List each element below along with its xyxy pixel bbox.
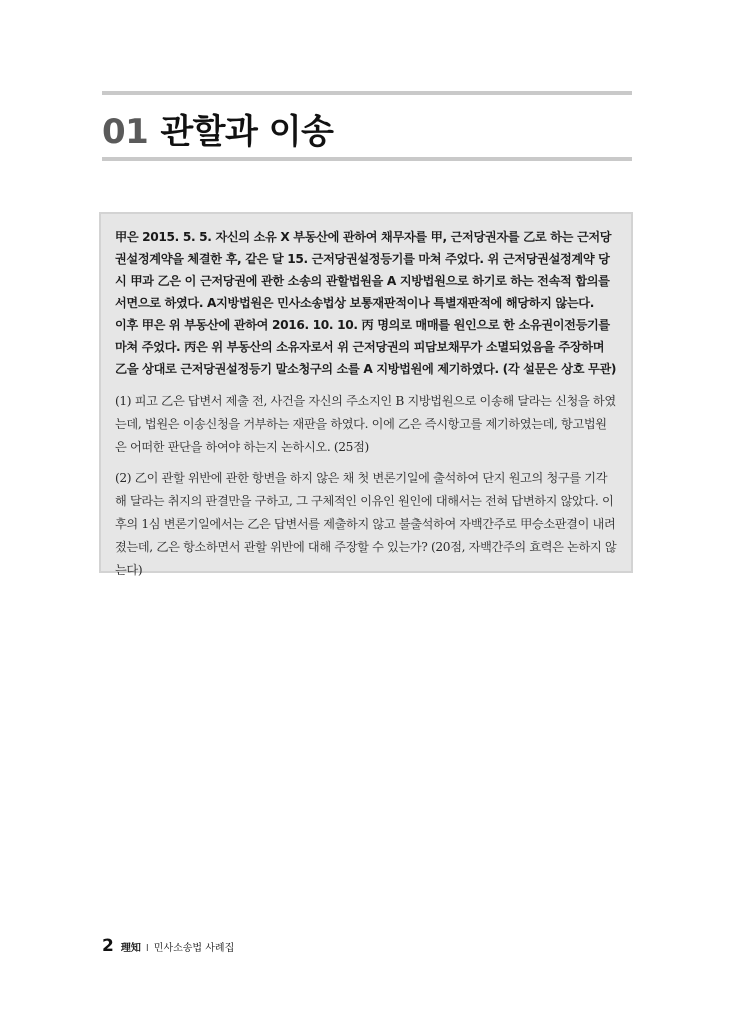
case-facts: [115, 226, 618, 380]
top-rule: [102, 91, 632, 95]
page-footer: [102, 936, 234, 956]
publisher-brand: 理知: [120, 943, 141, 954]
chapter-number: 01: [102, 112, 149, 152]
fact-paragraph: 이후 甲은 위 부동산에 관하여 2016. 10. 10. 丙 명의로 매매를 원인으로 한 소유권이전등기를 마쳐 주었다. 丙은 위 부동산의 소유자로서 위 근저당권의 피담보채무가 소멸되었음을 주장하며 乙을 상대로 근저당권설정등기 말소청구의 소를 A 지방법원에 제기하였다. (각 설문은 상호 무관): [115, 318, 617, 376]
question-1: (1) 피고 乙은 답변서 제출 전, 사건을 자신의 주소지인 B 지방법원으로 이송해 달라는 신청을 하였는데, 법원은 이송신청을 거부하는 재판을 하였다. 이에 乙은 즉시항고를 제기하였는데, 항고법원은 어떠한 판단을 하여야 하는지 논하시오. (25점): [115, 394, 616, 454]
case-box: [99, 212, 633, 577]
bottom-rule: [102, 157, 632, 161]
footer-separator: I: [145, 943, 149, 954]
chapter-title: 관할과 이송: [160, 112, 334, 152]
book-title: 민사소송법 사례집: [153, 943, 235, 954]
chapter-heading: [102, 104, 333, 152]
fact-paragraph: 甲은 2015. 5. 5. 자신의 소유 X 부동산에 관하여 채무자를 甲, 근저당권자를 乙로 하는 근저당권설정계약을 체결한 후, 같은 달 15. 근저당권설정등기를 마쳐 주었다. 위 근저당권설정계약 당시 甲과 乙은 이 근저당권에 관한 소송의 관할법원을 A 지방법원으로 하기로 하는 전속적 합의를 서면으로 하였다. A지방법원은 민사소송법상 보통재판적이나 특별재판적에 해당하지 않는다.: [115, 230, 612, 310]
page-number: 2: [102, 936, 114, 956]
question-2: (2) 乙이 관할 위반에 관한 항변을 하지 않은 채 첫 변론기일에 출석하여 단지 원고의 청구를 기각해 달라는 취지의 판결만을 구하고, 그 구체적인 이유인 원인에 대해서는 전혀 답변하지 않았다. 이후의 1심 변론기일에서는 乙은 답변서를 제출하지 않고 불출석하여 자백간주로 甲승소판결이 내려졌는데, 乙은 항소하면서 관할 위반에 대해 주장할 수 있는가? (20점, 자백간주의 효력은 논하지 않는다): [115, 471, 617, 577]
